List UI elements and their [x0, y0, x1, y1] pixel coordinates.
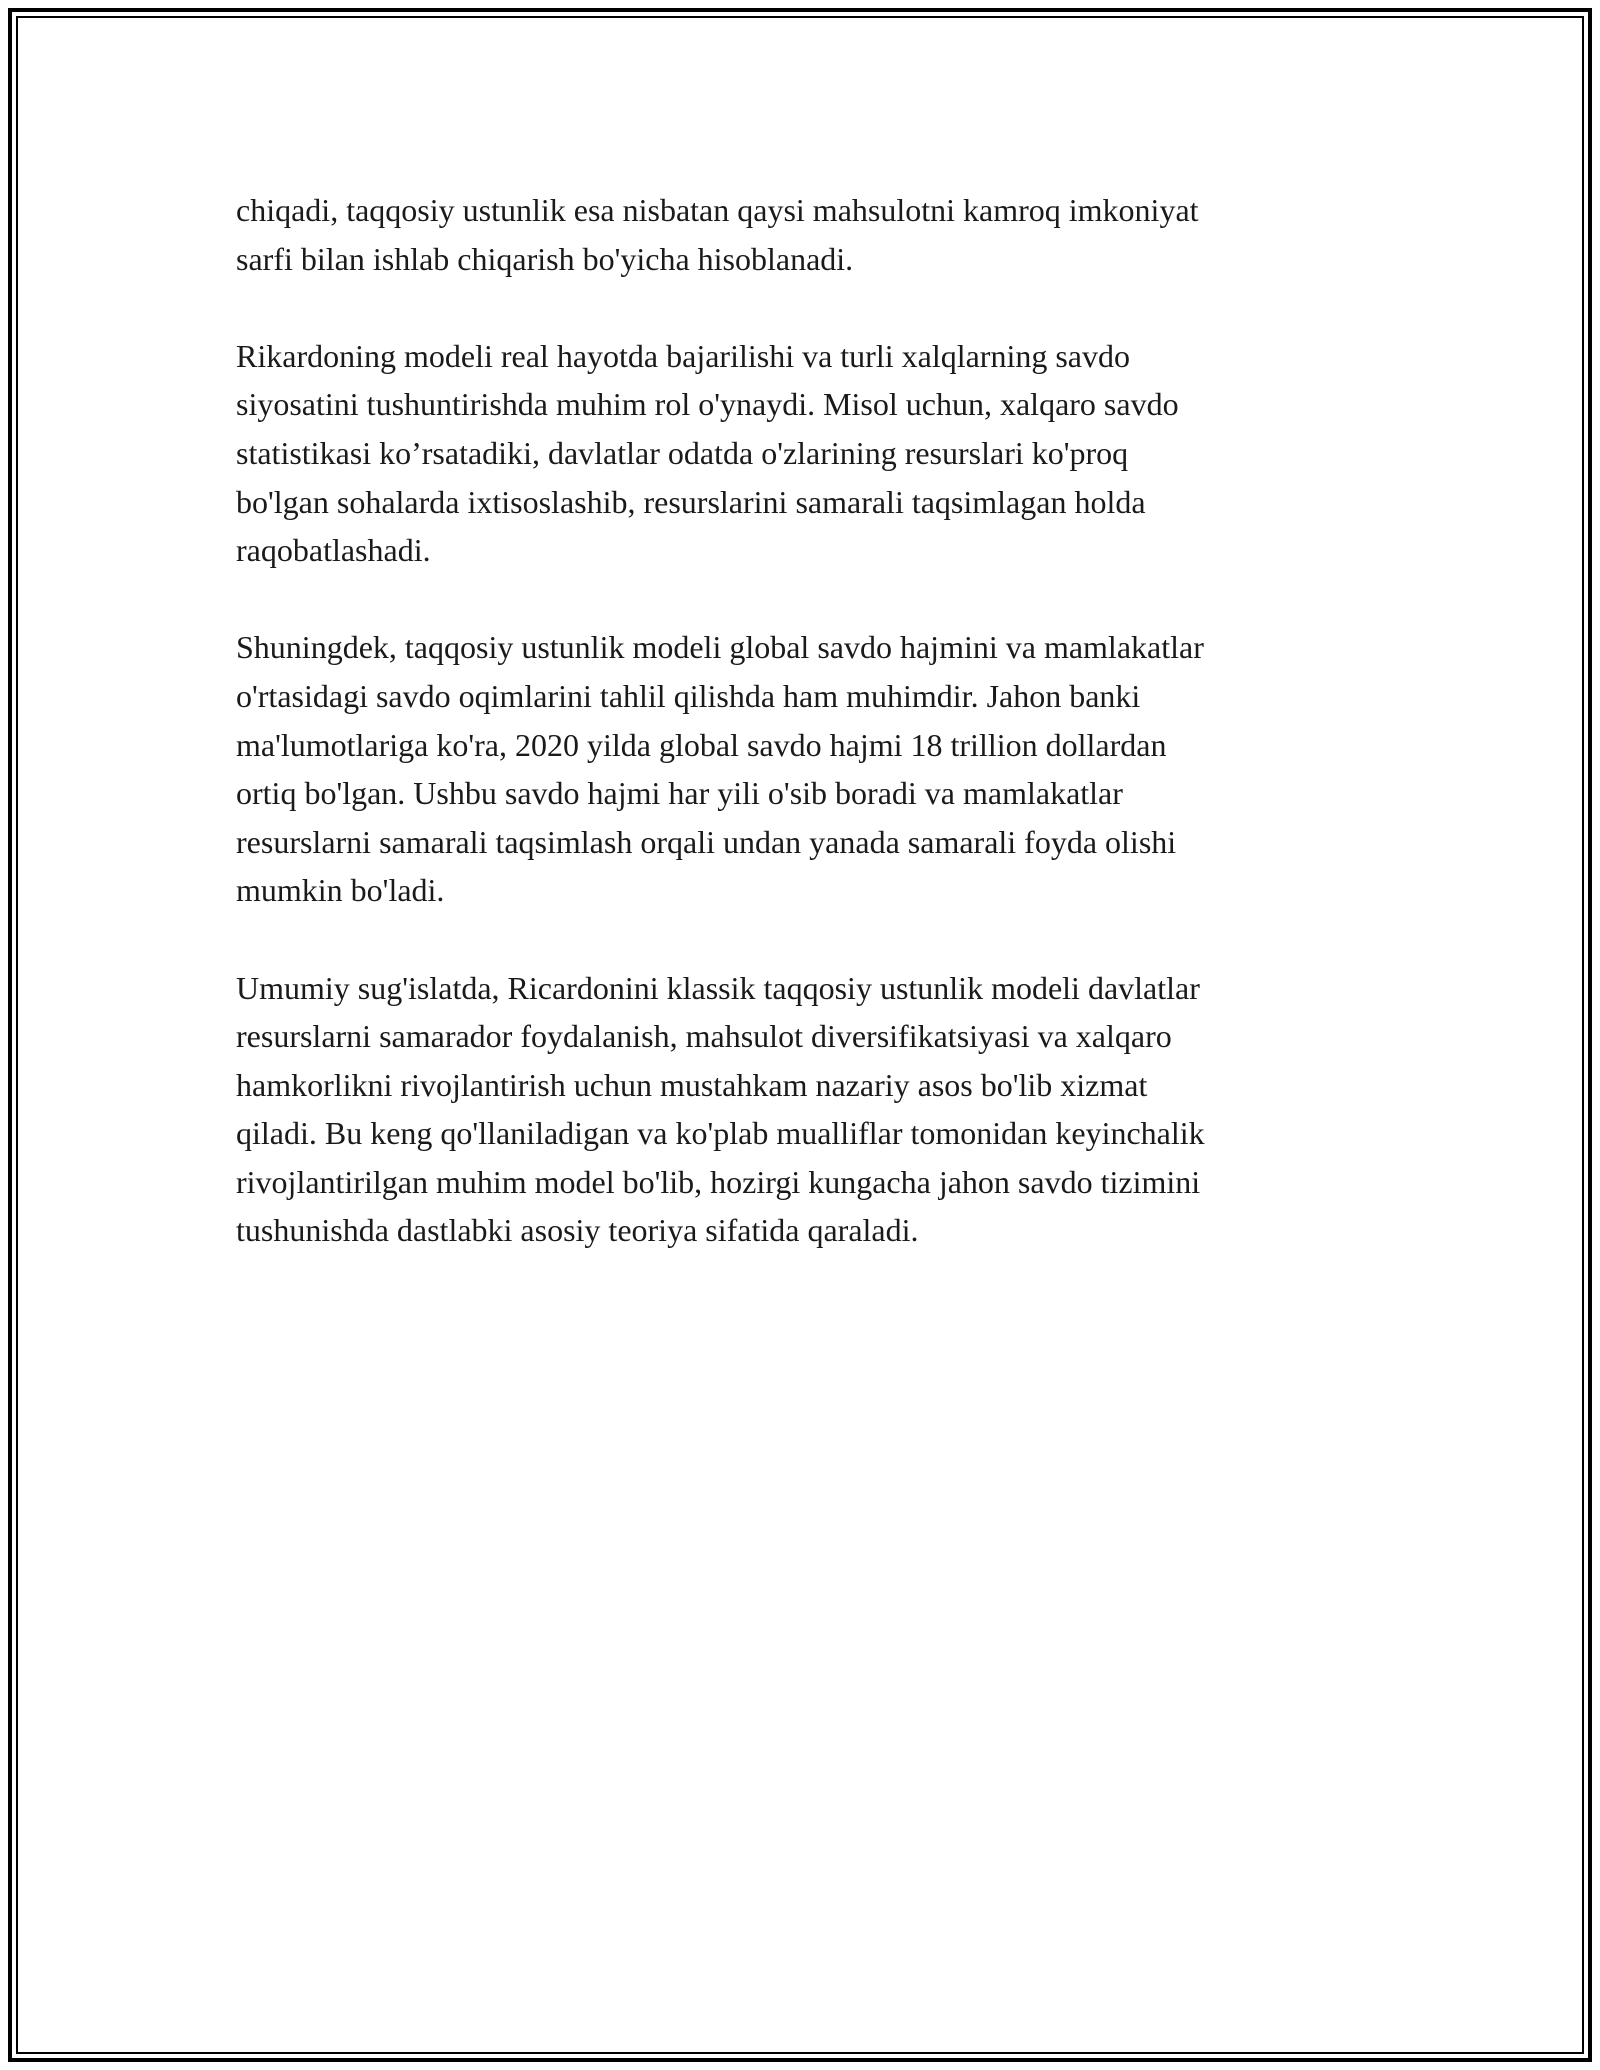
- paragraph-global-trade-volume: Shuningdek, taqqosiy ustunlik modeli global savdo hajmini va mamlakatlar o'rtasidagi savdo oqimlarini tahlil qilishda ham muhimdir. Jahon banki ma'lumotlariga ko'ra, 2020 yilda global savdo hajmi 18 trillion dollardan ortiq bo'lgan. Ushbu savdo hajmi har yili o'sib boradi va mamlakatlar resurslarni samarali taqsimlash orqali undan yanada samarali foyda olishi mumkin bo'ladi.: [236, 629, 1204, 909]
- paragraph-ricardo-model: Rikardoning modeli real hayotda bajarilishi va turli xalqlarning savdo siyosatini tushuntirishda muhim rol o'ynaydi. Misol uchun, xalqaro savdo statistikasi ko’rsatadiki, davlatlar odatda o'zlarining resurslari ko'proq bo'lgan sohalarda ixtisoslashib, resurslarini samarali taqsimlagan holda raqobatlashadi.: [236, 337, 1179, 569]
- document-body: [236, 186, 1366, 1304]
- paragraph-conclusion: Umumiy sug'islatda, Ricardonini klassik taqqosiy ustunlik modeli davlatlar resurslarni samarador foydalanish, mahsulot diversifikatsiyasi va xalqaro hamkorlikni rivojlantirish uchun mustahkam nazariy asos bo'lib xizmat qiladi. Bu keng qo'llaniladigan va ko'plab mualliflar tomonidan keyinchalik rivojlantirilgan muhim model bo'lib, hozirgi kungacha jahon savdo tizimini tushunishda dastlabki asosiy teoriya sifatida qaraladi.: [236, 969, 1205, 1249]
- paragraph-continuation: chiqadi, taqqosiy ustunlik esa nisbatan qaysi mahsulotni kamroq imkoniyat sarfi bilan ishlab chiqarish bo'yicha hisoblanadi.: [236, 192, 1199, 277]
